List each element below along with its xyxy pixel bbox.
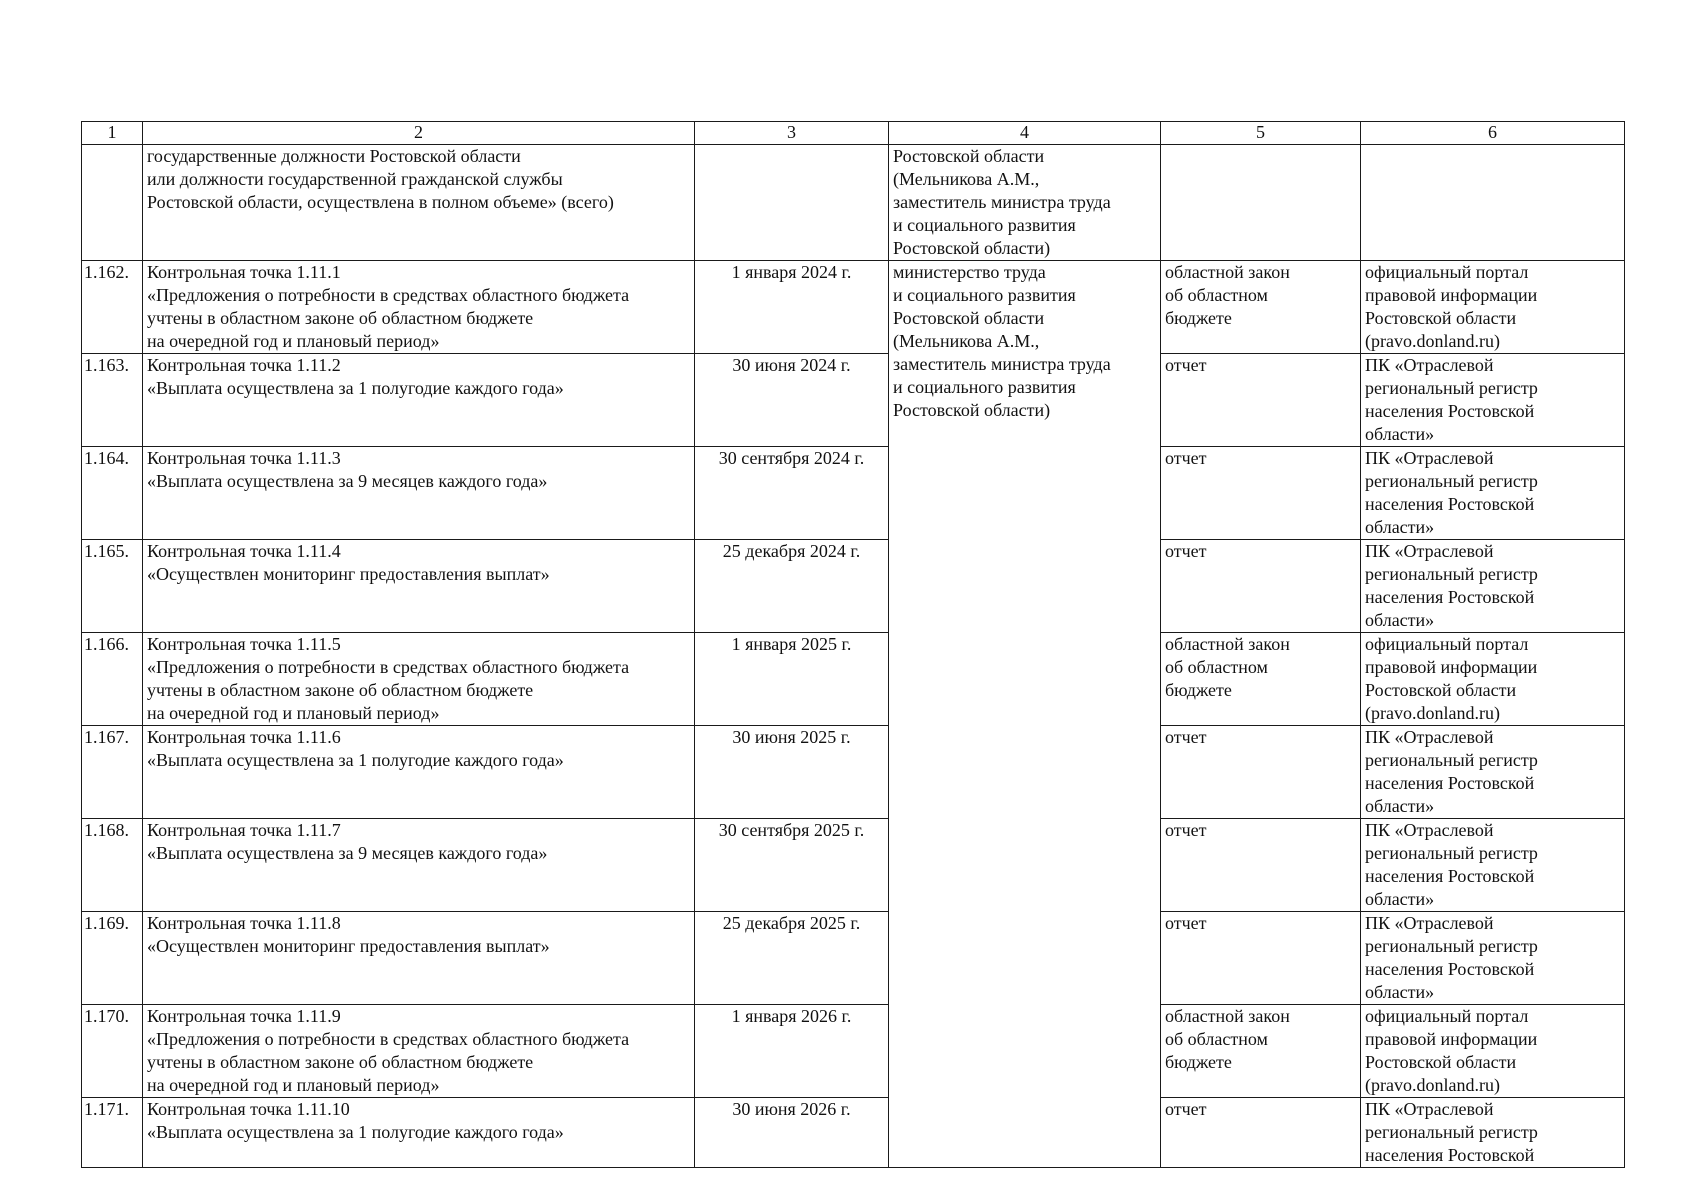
- row-document-type: отчет: [1161, 540, 1361, 633]
- continuation-document: [1161, 145, 1361, 261]
- row-info-source: ПК «Отраслевой региональный регистр населения Ростовской области»: [1361, 912, 1625, 1005]
- continuation-source: [1361, 145, 1625, 261]
- row-number: 1.169.: [82, 912, 143, 1005]
- row-document-type: отчет: [1161, 1098, 1361, 1168]
- row-date: 1 января 2024 г.: [695, 261, 889, 354]
- row-document-type: отчет: [1161, 726, 1361, 819]
- row-document-type: областной закон об областном бюджете: [1161, 1005, 1361, 1098]
- continuation-number-cell: [82, 145, 143, 261]
- row-info-source: ПК «Отраслевой региональный регистр населения Ростовской области»: [1361, 447, 1625, 540]
- row-number: 1.166.: [82, 633, 143, 726]
- row-date: 30 июня 2024 г.: [695, 354, 889, 447]
- row-document-type: областной закон об областном бюджете: [1161, 261, 1361, 354]
- row-info-source: официальный портал правовой информации Ростовской области (pravo.donland.ru): [1361, 261, 1625, 354]
- table-row: [82, 354, 1625, 447]
- row-control-point: Контрольная точка 1.11.1 «Предложения о потребности в средствах областного бюджета учтены в областном законе об областном бюджете на очередной год и плановый период»: [143, 261, 695, 354]
- row-info-source: официальный портал правовой информации Ростовской области (pravo.donland.ru): [1361, 633, 1625, 726]
- row-date: 25 декабря 2024 г.: [695, 540, 889, 633]
- column-number-6: 6: [1361, 122, 1625, 145]
- row-document-type: отчет: [1161, 447, 1361, 540]
- row-number: 1.164.: [82, 447, 143, 540]
- row-control-point: Контрольная точка 1.11.9 «Предложения о потребности в средствах областного бюджета учтены в областном законе об областном бюджете на очередной год и плановый период»: [143, 1005, 695, 1098]
- row-document-type: отчет: [1161, 354, 1361, 447]
- column-number-1: 1: [82, 122, 143, 145]
- row-number: 1.168.: [82, 819, 143, 912]
- table-row: [82, 633, 1625, 726]
- row-control-point: Контрольная точка 1.11.3 «Выплата осуществлена за 9 месяцев каждого года»: [143, 447, 695, 540]
- continuation-text: государственные должности Ростовской области или должности государственной гражданской службы Ростовской области, осуществлена в полном объеме» (всего): [143, 145, 695, 261]
- responsible-executor-cell: министерство труда и социального развития Ростовской области (Мельникова А.М., заместитель министра труда и социального развития Ростовской области): [889, 261, 1161, 1168]
- row-document-type: отчет: [1161, 819, 1361, 912]
- row-info-source: ПК «Отраслевой региональный регистр населения Ростовской области»: [1361, 540, 1625, 633]
- table-row: [82, 1005, 1625, 1098]
- row-date: 30 сентября 2025 г.: [695, 819, 889, 912]
- continuation-date: [695, 145, 889, 261]
- table-row: [82, 726, 1625, 819]
- row-control-point: Контрольная точка 1.11.7 «Выплата осуществлена за 9 месяцев каждого года»: [143, 819, 695, 912]
- table-row: [82, 819, 1625, 912]
- row-date: 30 сентября 2024 г.: [695, 447, 889, 540]
- table-row: [82, 447, 1625, 540]
- row-control-point: Контрольная точка 1.11.8 «Осуществлен мониторинг предоставления выплат»: [143, 912, 695, 1005]
- continuation-responsible: Ростовской области (Мельникова А.М., заместитель министра труда и социального развития Ростовской области): [889, 145, 1161, 261]
- row-number: 1.171.: [82, 1098, 143, 1168]
- row-info-source: официальный портал правовой информации Ростовской области (pravo.donland.ru): [1361, 1005, 1625, 1098]
- row-number: 1.165.: [82, 540, 143, 633]
- row-control-point: Контрольная точка 1.11.6 «Выплата осуществлена за 1 полугодие каждого года»: [143, 726, 695, 819]
- column-number-row: [82, 122, 1625, 145]
- table-row: [82, 540, 1625, 633]
- column-number-3: 3: [695, 122, 889, 145]
- row-date: 30 июня 2025 г.: [695, 726, 889, 819]
- table-row: [82, 912, 1625, 1005]
- column-number-4: 4: [889, 122, 1161, 145]
- row-control-point: Контрольная точка 1.11.4 «Осуществлен мониторинг предоставления выплат»: [143, 540, 695, 633]
- continuation-row: [82, 145, 1625, 261]
- row-number: 1.167.: [82, 726, 143, 819]
- row-number: 1.163.: [82, 354, 143, 447]
- row-number: 1.170.: [82, 1005, 143, 1098]
- row-info-source: ПК «Отраслевой региональный регистр населения Ростовской области»: [1361, 819, 1625, 912]
- row-date: 30 июня 2026 г.: [695, 1098, 889, 1168]
- row-date: 1 января 2025 г.: [695, 633, 889, 726]
- row-info-source: ПК «Отраслевой региональный регистр населения Ростовской области»: [1361, 726, 1625, 819]
- row-info-source: ПК «Отраслевой региональный регистр населения Ростовской: [1361, 1098, 1625, 1168]
- row-info-source: ПК «Отраслевой региональный регистр населения Ростовской области»: [1361, 354, 1625, 447]
- row-control-point: Контрольная точка 1.11.5 «Предложения о потребности в средствах областного бюджета учтены в областном законе об областном бюджете на очередной год и плановый период»: [143, 633, 695, 726]
- control-points-table: [81, 121, 1625, 1168]
- table-row: [82, 1098, 1625, 1168]
- row-number: 1.162.: [82, 261, 143, 354]
- row-date: 1 января 2026 г.: [695, 1005, 889, 1098]
- row-date: 25 декабря 2025 г.: [695, 912, 889, 1005]
- column-number-2: 2: [143, 122, 695, 145]
- column-number-5: 5: [1161, 122, 1361, 145]
- row-document-type: отчет: [1161, 912, 1361, 1005]
- row-control-point: Контрольная точка 1.11.2 «Выплата осуществлена за 1 полугодие каждого года»: [143, 354, 695, 447]
- row-control-point: Контрольная точка 1.11.10 «Выплата осуществлена за 1 полугодие каждого года»: [143, 1098, 695, 1168]
- table-row: [82, 261, 1625, 354]
- row-document-type: областной закон об областном бюджете: [1161, 633, 1361, 726]
